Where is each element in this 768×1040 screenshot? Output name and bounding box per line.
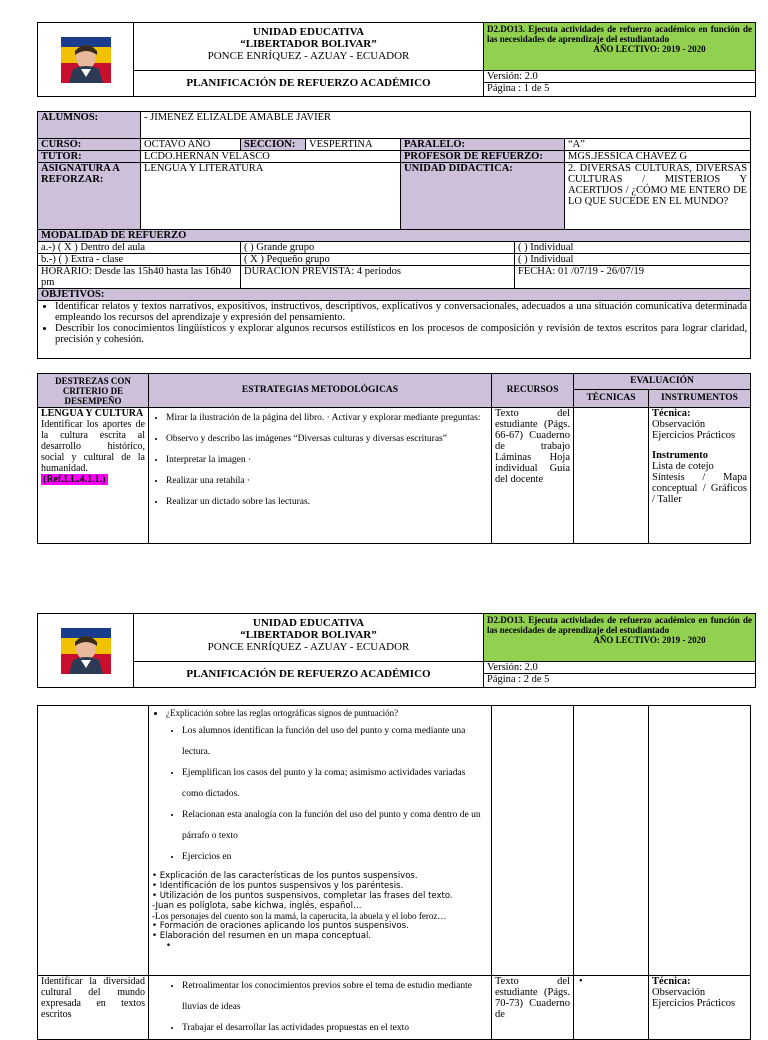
page2-header — [37, 613, 756, 688]
school-logo-icon — [61, 37, 111, 83]
unidad-value: 2. DIVERSAS CULTURAS, DIVERSAS CULTURAS / MISTERIOS Y ACERTIJOS / ¿CÓMO ME ENTERO DE LO QUE SUCEDE EN EL MUNDO? — [565, 163, 751, 230]
version: Versión: 2.0 — [484, 71, 755, 83]
school-year: AÑO LECTIVO: 2019 - 2020 — [593, 44, 706, 54]
doc-title: PLANIFICACIÓN DE REFUERZO ACADÉMICO — [134, 661, 484, 687]
instrumento-item: Lista de cotejo — [652, 461, 714, 472]
sub-item: • Relacionan esta analogía con la función del uso del punto y coma dentro de un párrafo o texto — [182, 805, 488, 847]
objetivo-item: • Identificar relatos y textos narrativos, expositivos, instructivos, descriptivos, explicativos y conversacionales, adecuados a una situación comunicativa determinada empleando los recursos del aprendizaje y expresión del pensamiento. — [55, 301, 747, 323]
school-name-line1: UNIDAD EDUCATIVA — [252, 617, 365, 629]
line-item: -Los personajes del cuento son la mamá, la caperucita, la abuela y el lobo feroz… — [152, 911, 447, 921]
empty-instrumentos-cell — [649, 706, 751, 976]
modalidad-individual-2: ( ) Individual — [515, 254, 751, 266]
profesor-label: PROFESOR DE REFUERZO: — [401, 151, 565, 163]
col-recursos: RECURSOS — [492, 374, 574, 408]
estrategia-item: • Realizar un dictado sobre las lecturas. — [166, 492, 488, 513]
tecnica2-item: Observación — [652, 987, 706, 998]
logo-cell — [38, 23, 134, 97]
estrategias-list — [149, 408, 492, 544]
tecnicas2-cell: • — [574, 976, 649, 1040]
tecnica2-label: Técnica: — [652, 976, 691, 987]
empty-destreza-cell — [38, 706, 149, 976]
sub-item: • Ejercicios en — [182, 847, 488, 868]
empty-bullet: • — [166, 941, 172, 951]
recursos2-text: Texto del estudiante (Págs. 70-73) Cuaderno de — [492, 976, 574, 1040]
col-destrezas: DESTREZAS CON CRITERIO DE DESEMPEÑO — [38, 374, 149, 408]
doc-code-text: D2.DO13. Ejecuta actividades de refuerzo académico en función de las necesidades de aprendizaje del estudiantado — [487, 615, 752, 635]
school-logo-icon — [61, 628, 111, 674]
objetivo-item: • Describir los conocimientos lingüísticos y explorar algunos recursos estilísticos en los procesos de composición y revisión de textos escritos para lograr claridad, precisión y cohesión. — [55, 323, 747, 345]
modalidad-individual-1: ( ) Individual — [515, 242, 751, 254]
modalidad-b: b.-) ( ) Extra - clase — [38, 254, 241, 266]
col-estrategias: ESTRATEGIAS METODOLÓGICAS — [149, 374, 492, 408]
seccion-value: VESPERTINA — [306, 139, 401, 151]
line-item: • Formación de oraciones aplicando los puntos suspensivos. — [152, 921, 409, 931]
logo-cell — [38, 614, 134, 688]
col-evaluacion: EVALUACIÓN — [574, 374, 751, 390]
estrategia2-item: • Trabajar el desarrollar las actividades propuestas en el texto — [182, 1018, 488, 1039]
objetivos-label: OBJETIVOS: — [38, 289, 751, 301]
paralelo-value: “A” — [565, 139, 751, 151]
empty-tecnicas-cell — [574, 706, 649, 976]
student-info-table — [37, 111, 751, 359]
fecha: FECHA: 01 /07/19 - 26/07/19 — [515, 266, 751, 289]
curso-value: OCTAVO AÑO — [141, 139, 241, 151]
modalidad-label: MODALIDAD DE REFUERZO — [38, 230, 751, 242]
line-item: -Juan es políglota, sabe kichwa, inglés, español… — [152, 901, 362, 911]
modalidad-pequeno-grupo: ( X ) Pequeño grupo — [241, 254, 515, 266]
tecnica2-item: Ejercicios Prácticos — [652, 998, 736, 1009]
line-item: • Utilización de los puntos suspensivos, completar las frases del texto. — [152, 891, 453, 901]
line-item: • Identificación de los puntos suspensivos y los paréntesis. — [152, 881, 404, 891]
destreza-title: LENGUA Y CULTURA — [41, 408, 144, 419]
estrategia-item: • Realizar una retahíla · — [166, 471, 488, 492]
destreza-text: Identificar los aportes de la cultura escrita al desarrollo histórico, social y cultural de la humanidad. — [41, 419, 145, 474]
instrumento-item: Síntesis / Mapa conceptual / Gráficos / Taller — [652, 472, 748, 505]
asignatura-label: ASIGNATURA A REFORZAR: — [38, 163, 141, 230]
objetivos-list — [38, 301, 751, 359]
col-tecnicas: TÉCNICAS — [574, 390, 649, 408]
sub-item: • Ejemplifican los casos del punto y la coma; asimismo actividades variadas como dictados. — [182, 763, 488, 805]
modalidad-a: a.-) ( X ) Dentro del aula — [38, 242, 241, 254]
profesor-value: MGS.JESSICA CHAVEZ G — [565, 151, 751, 163]
estrategia-item: • Mirar la ilustración de la página del libro. · Activar y explorar mediante preguntas: — [166, 408, 488, 429]
tutor-label: TUTOR: — [38, 151, 141, 163]
version: Versión: 2.0 — [484, 662, 755, 674]
school-location: PONCE ENRÍQUEZ - AZUAY - ECUADOR — [207, 641, 410, 653]
alumnos-value: - JIMENEZ ELIZALDE AMABLE JAVIER — [141, 112, 751, 139]
estrategia-item: • Interpretar la imagen · — [166, 450, 488, 471]
line-item: • Elaboración del resumen en un mapa conceptual. — [152, 931, 372, 941]
unidad-label: UNIDAD DIDÁCTICA: — [401, 163, 565, 230]
horario: HORARIO: Desde las 15h40 hasta las 16h40 pm — [38, 266, 241, 289]
doc-code-text: D2.DO13. Ejecuta actividades de refuerzo académico en función de las necesidades de aprendizaje del estudiantado — [487, 24, 752, 44]
recursos-text: Texto del estudiante (Págs. 66-67) Cuaderno de trabajo Láminas Hoja individual Guía del docente — [492, 408, 574, 544]
school-name-line2: “LIBERTADOR BOLIVAR” — [240, 629, 377, 641]
school-location: PONCE ENRÍQUEZ - AZUAY - ECUADOR — [207, 50, 410, 62]
page1-header — [37, 22, 756, 97]
school-name-line2: “LIBERTADOR BOLIVAR” — [240, 38, 377, 50]
duracion: DURACION PREVISTA: 4 periodos — [241, 266, 515, 289]
asignatura-value: LENGUA Y LITERATURA — [141, 163, 401, 230]
line-item: • Explicación de las características de los puntos suspensivos. — [152, 871, 418, 881]
empty-recursos-cell — [492, 706, 574, 976]
tecnica-label: Técnica: — [652, 408, 691, 419]
instrumento-label: Instrumento — [652, 450, 709, 461]
alumnos-label: ALUMNOS: — [38, 112, 141, 139]
plan-table-continued — [37, 705, 751, 1040]
school-year: AÑO LECTIVO: 2019 - 2020 — [593, 635, 706, 645]
doc-title: PLANIFICACIÓN DE REFUERZO ACADÉMICO — [134, 70, 484, 96]
estrategia2-item: • Retroalimentar los conocimientos previos sobre el tema de estudio mediante lluvias de ideas — [182, 976, 488, 1018]
destreza2-text: Identificar la diversidad cultural del mundo expresada en textos escritos — [38, 976, 149, 1040]
page-number: Página : 2 de 5 — [487, 673, 550, 685]
seccion-label: SECCIÓN: — [241, 139, 306, 151]
plan-table — [37, 373, 751, 544]
tecnica-item: Ejercicios Prácticos — [652, 430, 736, 441]
estrategia-item: • Observo y describo las imágenes “Diversas culturas y diversas escrituras” — [166, 429, 488, 450]
sub-item: • Los alumnos identifican la función del uso del punto y coma mediante una lectura. — [182, 721, 488, 763]
school-name-line1: UNIDAD EDUCATIVA — [252, 26, 365, 38]
curso-label: CURSO: — [38, 139, 141, 151]
tutor-value: LCDO.HERNAN VELASCO — [141, 151, 401, 163]
paralelo-label: PARALELO: — [401, 139, 565, 151]
tecnicas-cell — [574, 408, 649, 544]
explicacion-item: • ¿Explicación sobre las reglas ortográficas signos de puntuación? — [166, 706, 488, 721]
modalidad-grande-grupo: ( ) Grande grupo — [241, 242, 515, 254]
tecnica-item: Observación — [652, 419, 706, 430]
destreza-ref: (Ref.LL.4.1.1.) — [43, 474, 106, 485]
page-number: Página : 1 de 5 — [487, 82, 550, 94]
col-instrumentos: INSTRUMENTOS — [649, 390, 751, 408]
